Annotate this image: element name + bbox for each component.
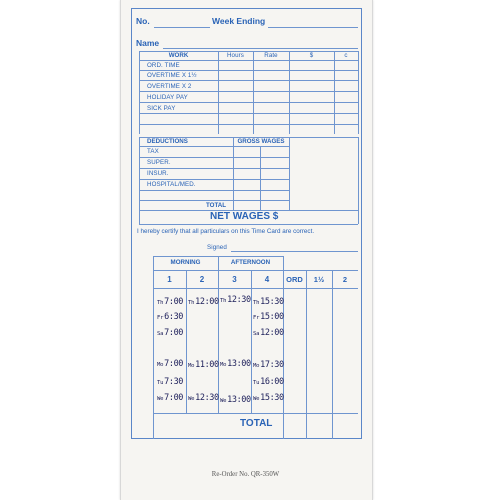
name-label: Name bbox=[136, 38, 160, 48]
earnings-row-label: HOLIDAY PAY bbox=[147, 94, 188, 101]
ord-header: ORD bbox=[286, 275, 303, 284]
overtime-1-5-header: 1½ bbox=[313, 275, 325, 284]
punch-stamp: Mo13:00 bbox=[220, 359, 251, 369]
punch-stamp: Fr15:00 bbox=[253, 312, 284, 322]
punch-stamp: Th15:30 bbox=[253, 297, 284, 307]
column-header: 1 bbox=[167, 275, 172, 284]
punch-stamp: Tu16:00 bbox=[253, 377, 284, 387]
punch-stamp: We7:00 bbox=[157, 393, 184, 403]
reorder-number: Re-Order No. QR-350W bbox=[211, 471, 280, 478]
punch-stamp: We12:30 bbox=[188, 393, 219, 403]
grid-total-label: TOTAL bbox=[240, 418, 273, 429]
punch-stamp: Sa12:00 bbox=[253, 328, 284, 338]
deduction-row-label: INSUR. bbox=[147, 170, 169, 177]
no-label: No. bbox=[136, 16, 150, 26]
column-header: 2 bbox=[199, 275, 205, 284]
punch-stamp: We13:00 bbox=[220, 395, 251, 405]
afternoon-header: AFTERNOON bbox=[230, 259, 271, 266]
punch-stamp: We15:30 bbox=[253, 393, 284, 403]
deductions-header: DEDUCTIONS bbox=[147, 138, 188, 145]
cents-header: c bbox=[344, 52, 348, 59]
earnings-row-label: ORD. TIME bbox=[147, 62, 180, 69]
net-wages-label: NET WAGES $ bbox=[210, 211, 279, 222]
week-ending-line bbox=[268, 27, 358, 28]
punch-stamp: Sa7:00 bbox=[157, 328, 184, 338]
deductions-total-label: TOTAL bbox=[206, 202, 227, 209]
earnings-row-label: SICK PAY bbox=[147, 105, 176, 112]
deduction-row-label: TAX bbox=[147, 148, 159, 155]
column-header: 3 bbox=[232, 275, 237, 284]
deduction-row-label: SUPER. bbox=[147, 159, 171, 166]
deduction-row-label: HOSPITAL/MED. bbox=[147, 181, 196, 188]
rate-header: Rate bbox=[264, 52, 278, 59]
signature-line bbox=[231, 251, 358, 252]
punch-stamp: Fr6:30 bbox=[157, 312, 184, 322]
overtime-2-header: 2 bbox=[342, 275, 348, 284]
hours-header: Hours bbox=[226, 52, 244, 59]
dollars-header: $ bbox=[309, 52, 314, 59]
column-header: 4 bbox=[264, 275, 270, 284]
signed-label: Signed bbox=[207, 244, 227, 251]
certification-text: I hereby certify that all particulars on this Time Card are correct. bbox=[137, 228, 315, 235]
punch-stamp: Th12:30 bbox=[220, 295, 251, 305]
punch-stamp: Mo7:00 bbox=[157, 359, 184, 369]
no-line bbox=[154, 27, 210, 28]
name-line bbox=[163, 48, 358, 49]
earnings-row-label: OVERTIME X 2 bbox=[147, 83, 192, 90]
gross-wages-header: GROSS WAGES bbox=[237, 138, 285, 145]
morning-header: MORNING bbox=[170, 259, 201, 266]
punch-stamp: Th12:00 bbox=[188, 297, 219, 307]
punch-stamp: Mo11:00 bbox=[188, 360, 219, 370]
earnings-row-label: OVERTIME X 1½ bbox=[147, 72, 197, 79]
punch-stamp: Tu7:30 bbox=[157, 377, 184, 387]
punch-stamp: Th7:00 bbox=[157, 297, 184, 307]
punch-stamp: Mo17:30 bbox=[253, 360, 284, 370]
work-header: WORK bbox=[168, 52, 189, 59]
week-ending-label: Week Ending bbox=[212, 16, 266, 26]
